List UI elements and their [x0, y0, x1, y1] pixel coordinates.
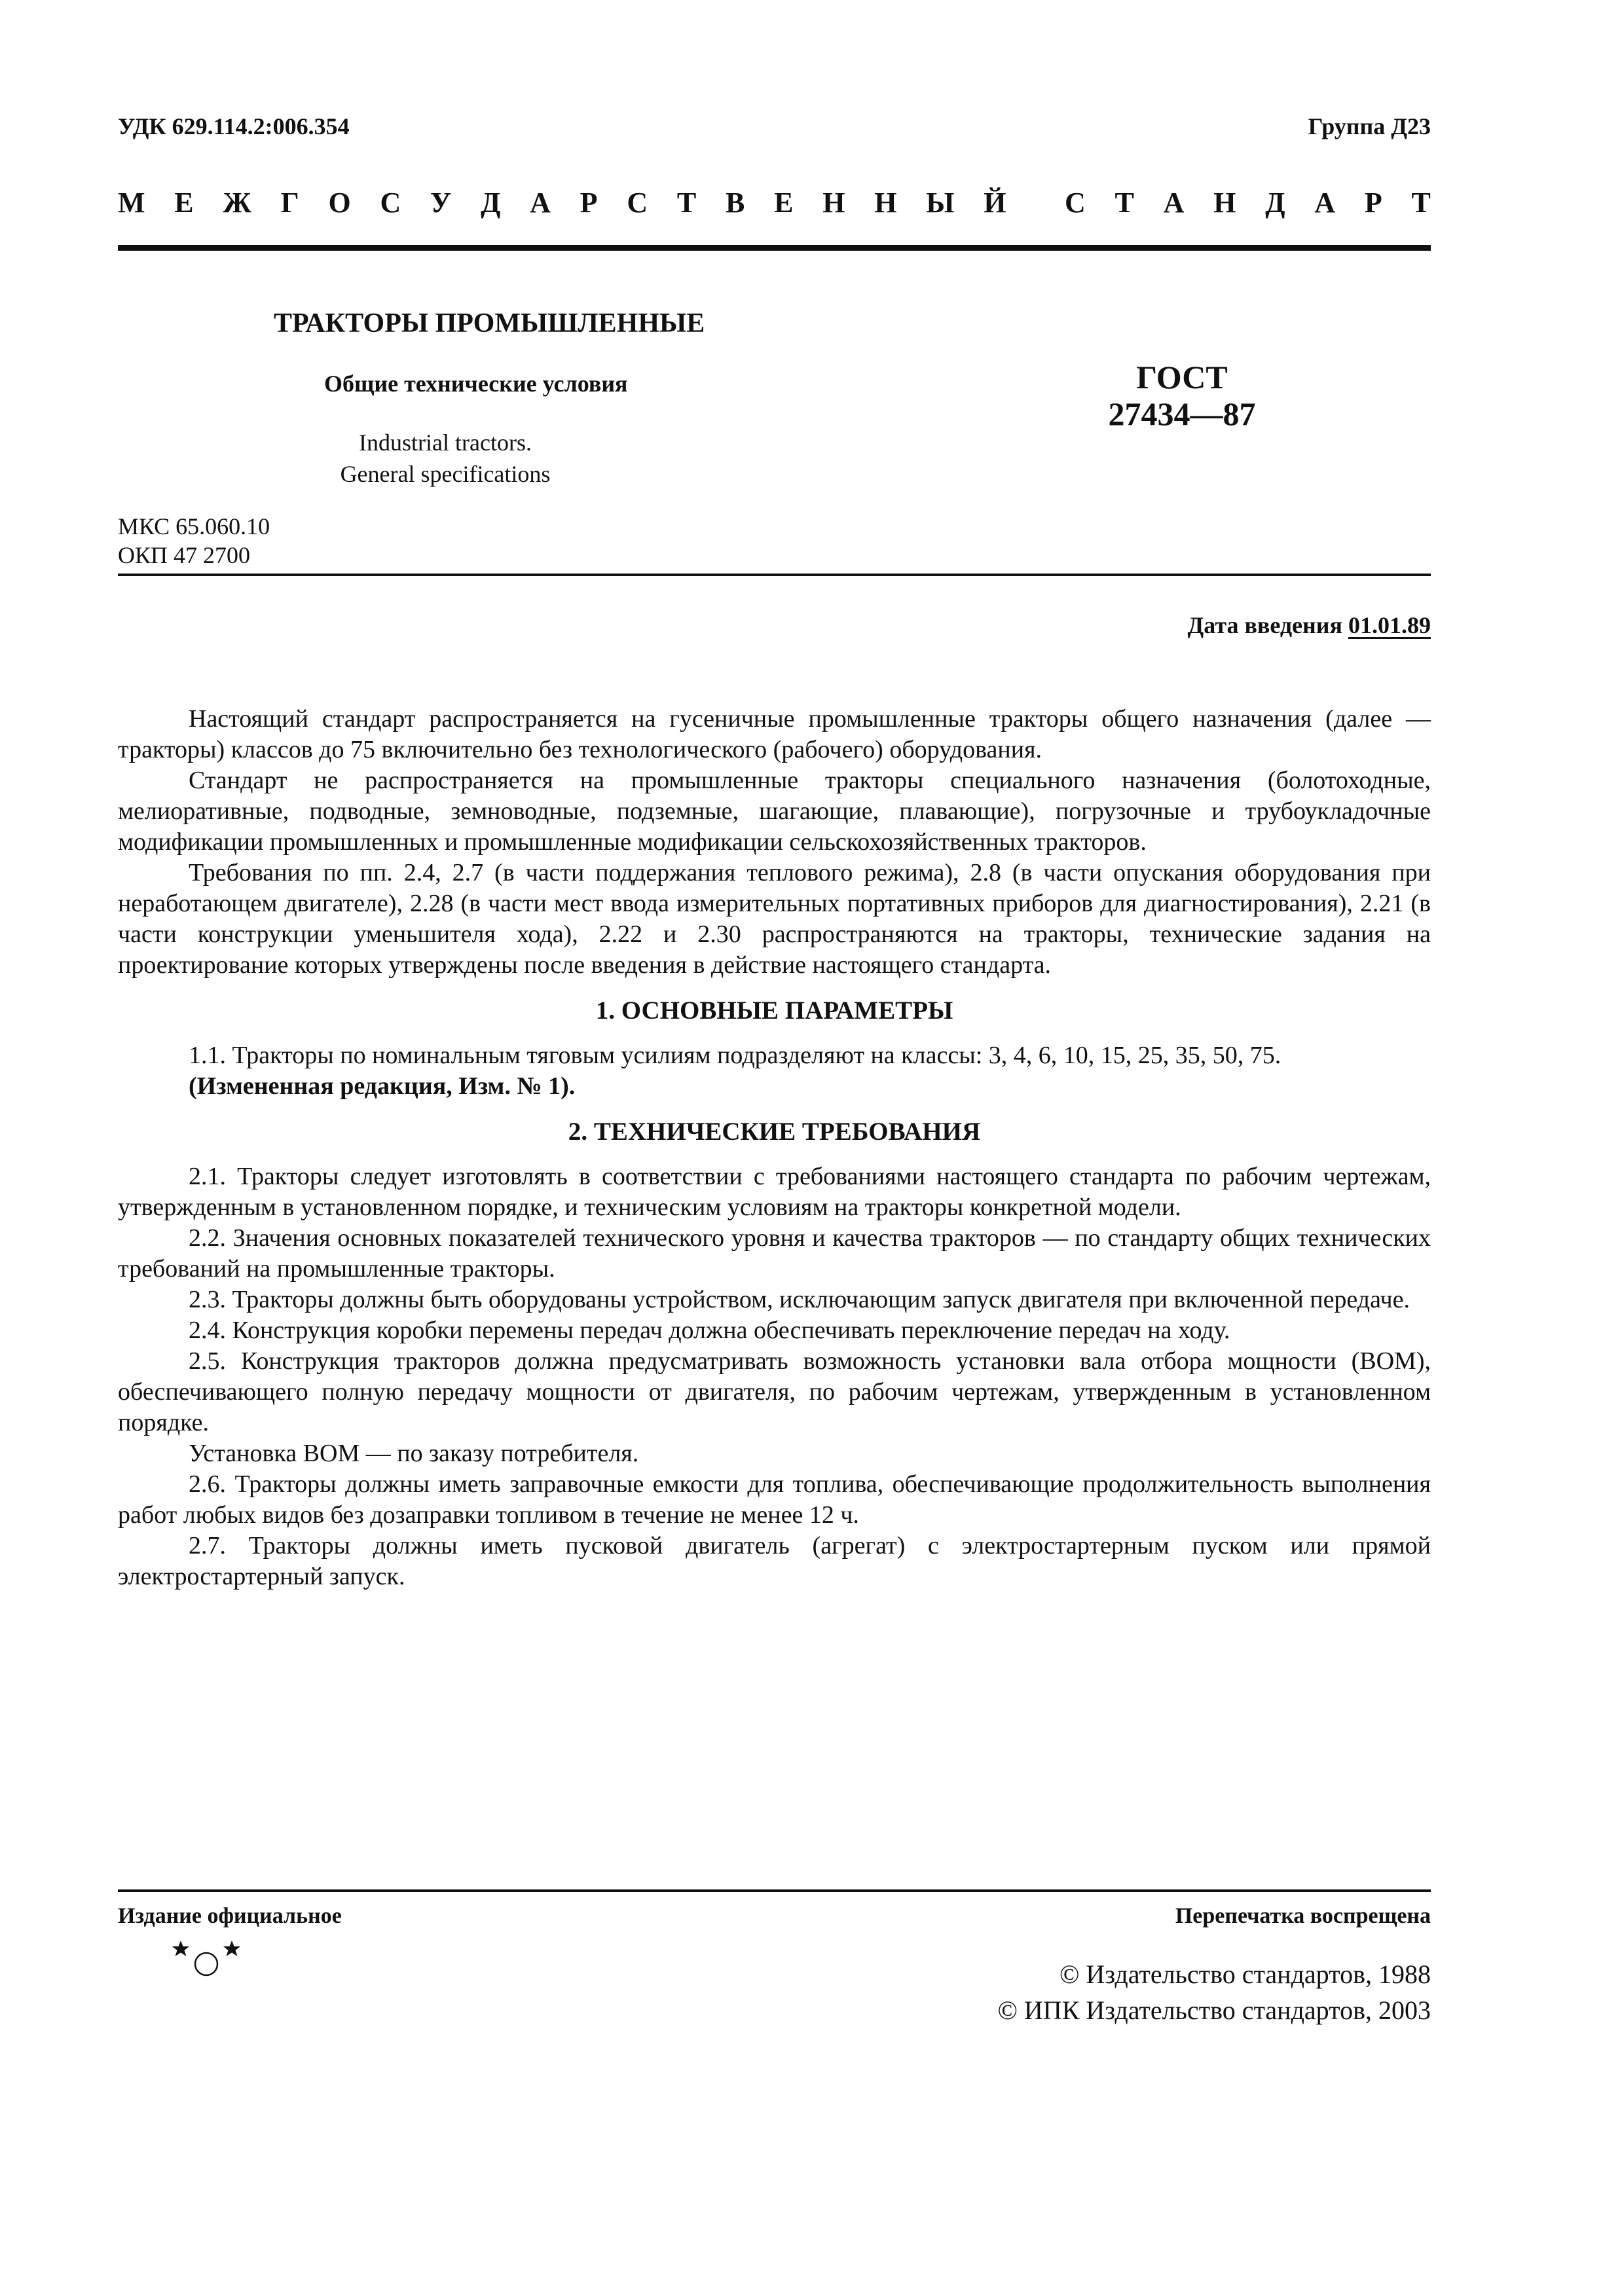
- clause-2-3: 2.3. Тракторы должны быть оборудованы устройством, исключающим запуск двигателя при включенной передаче.: [189, 1286, 1410, 1313]
- heading-letter: С: [1065, 187, 1086, 219]
- document-title: ТРАКТОРЫ ПРОМЫШЛЕННЫЕ: [274, 308, 705, 338]
- document-subtitle: Общие технические условия: [324, 371, 628, 397]
- english-title-line2: General specifications: [340, 461, 551, 487]
- heading-letter: А: [1163, 187, 1185, 219]
- official-edition-label: Издание официальное: [118, 1904, 342, 1928]
- english-title-line1: Industrial tractors.: [359, 429, 532, 456]
- section-2-heading: 2. ТЕХНИЧЕСКИЕ ТРЕБОВАНИЯ: [568, 1118, 981, 1146]
- circle-icon: [195, 1953, 217, 1975]
- introduction-date-value: 01.01.89: [1348, 612, 1431, 638]
- document-body: [118, 704, 1431, 1592]
- heading-letter: Т: [1411, 187, 1431, 219]
- amendment-note: (Измененная редакция, Изм. № 1).: [189, 1072, 576, 1100]
- publisher-mark-icon: [172, 1938, 244, 1984]
- introduction-date: [1188, 611, 1431, 639]
- clause-2-5-note: Установка ВОМ — по заказу потребителя.: [189, 1440, 639, 1467]
- star-left-icon: [172, 1941, 189, 1956]
- gost-designation: [1080, 359, 1283, 432]
- heading-letter: Д: [1265, 187, 1285, 219]
- heading-letter: Т: [1115, 187, 1134, 219]
- heading-letter: В: [726, 187, 745, 219]
- middle-divider: [118, 574, 1431, 576]
- english-title: [249, 427, 642, 490]
- udk-code: УДК 629.114.2:006.354: [118, 113, 350, 139]
- paragraph-exclusions: Стандарт не распространяется на промышленные тракторы специального назначения (болотоходные, мелиоративные, подводные, земноводные, подземные, шагающие, плавающие), погрузочные и трубоукладочные модификации промышленных и промышленные модификации сельскохозяйственных тракторов.: [118, 767, 1431, 856]
- section-1-heading: 1. ОСНОВНЫЕ ПАРАМЕТРЫ: [595, 996, 953, 1025]
- clause-1-1: 1.1. Тракторы по номинальным тяговым усилиям подразделяют на классы: 3, 4, 6, 10, 15, 25, 35, 50, 75.: [189, 1042, 1281, 1069]
- heading-letter: Ы: [926, 187, 955, 219]
- heading-letter: А: [530, 187, 551, 219]
- star-right-icon: [223, 1941, 240, 1956]
- clause-2-7: 2.7. Тракторы должны иметь пусковой двигатель (агрегат) с электростартерным пуском или прямой электростартерный запуск.: [118, 1532, 1431, 1590]
- heading-letter: Й: [984, 187, 1006, 219]
- okp-code: ОКП 47 2700: [118, 542, 251, 568]
- heading-letter: Р: [580, 187, 598, 219]
- top-divider: [118, 245, 1431, 251]
- clause-2-2: 2.2. Значения основных показателей технического уровня и качества тракторов — по стандарту общих технических требований на промышленные тракторы.: [118, 1224, 1431, 1283]
- heading-letter: Д: [481, 187, 501, 219]
- heading-letter: Т: [676, 187, 697, 219]
- heading-letter: С: [380, 187, 401, 219]
- clause-2-1: 2.1. Тракторы следует изготовлять в соответствии с требованиями настоящего стандарта по рабочим чертежам, утвержденным в установленном порядке, и техническим условиям на тракторы конкретной модели.: [118, 1163, 1431, 1221]
- heading-letter: Е: [774, 187, 794, 219]
- mks-code: МКС 65.060.10: [118, 513, 270, 539]
- clause-2-6: 2.6. Тракторы должны иметь заправочные емкости для топлива, обеспечивающие продолжительность выполнения работ любых видов без дозаправки топливом в течение не менее 12 ч.: [118, 1470, 1431, 1529]
- heading-letter: Р: [1364, 187, 1382, 219]
- paragraph-requirements-applicability: Требования по пп. 2.4, 2.7 (в части поддержания теплового режима), 2.8 (в части опускания оборудования при неработающем двигателе), 2.28 (в части мест ввода измерительных портативных приборов для диагностирования), 2.21 (в части конструкции уменьшителя хода), 2.22 и 2.30 распространяются на тракторы, технические задания на проектирование которых утверждены после введения в действие настоящего стандарта.: [118, 859, 1431, 979]
- copyright-1988: © Издательство стандартов, 1988: [1059, 1959, 1431, 1989]
- heading-letter: Ж: [223, 187, 251, 219]
- heading-letter: У: [430, 187, 452, 219]
- reprint-prohibited-label: Перепечатка воспрещена: [1175, 1904, 1431, 1928]
- copyright-2003: © ИПК Издательство стандартов, 2003: [997, 1995, 1431, 2025]
- gost-label: ГОСТ: [1136, 359, 1228, 395]
- heading-letter: М: [118, 187, 145, 219]
- heading-letter: Г: [280, 187, 299, 219]
- interstate-standard-heading: [118, 186, 1431, 219]
- paragraph-scope: Настоящий стандарт распространяется на гусеничные промышленные тракторы общего назначения (далее — тракторы) классов до 75 включительно без технологического (рабочего) оборудования.: [118, 705, 1431, 763]
- group-code: Группа Д23: [1308, 113, 1431, 139]
- heading-letter: С: [627, 187, 648, 219]
- introduction-date-label: Дата введения: [1187, 612, 1348, 638]
- heading-letter: Н: [822, 187, 845, 219]
- gost-number: 27434—87: [1108, 395, 1256, 432]
- footer-divider: [118, 1889, 1431, 1892]
- heading-letter: Е: [174, 187, 194, 219]
- classification-codes: [118, 512, 270, 570]
- heading-letter: Н: [874, 187, 897, 219]
- heading-letter: А: [1314, 187, 1336, 219]
- clause-2-4: 2.4. Конструкция коробки перемены передач должна обеспечивать переключение передач на ходу.: [189, 1317, 1230, 1344]
- heading-letter: Н: [1213, 187, 1236, 219]
- heading-letter: О: [328, 187, 351, 219]
- clause-2-5: 2.5. Конструкция тракторов должна предусматривать возможность установки вала отбора мощности (ВОМ), обеспечивающего полную передачу мощности от двигателя, по рабочим чертежам, утвержденным в установленном порядке.: [118, 1347, 1431, 1436]
